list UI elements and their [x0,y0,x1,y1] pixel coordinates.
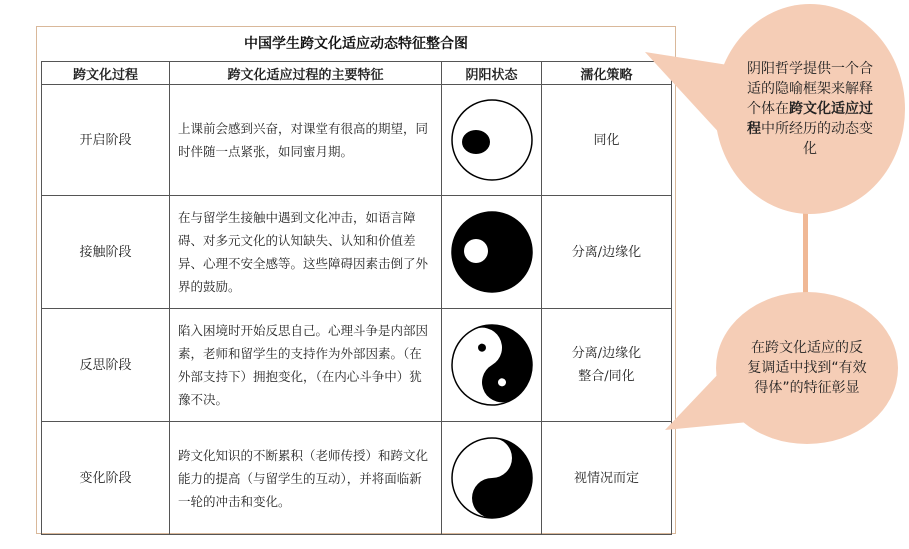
strategy-line: 整合/同化 [578,369,635,384]
stage-description: 跨文化知识的不断累积（老师传授）和跨文化能力的提高（与留学生的互动），并将面临新一轮的冲击和变化。 [170,422,442,535]
strategy-label: 同化 [542,85,672,196]
stage-description: 在与留学生接触中遇到文化冲击，如语言障碍、对多元文化的认知缺失、认知和价值差异、心理不安全感等。这些障碍因素击倒了外界的鼓励。 [170,196,442,309]
figure-title: 中国学生跨文化适应动态特征整合图 [244,36,468,52]
header-process: 跨文化过程 [42,62,170,85]
header-yinyang: 阴阳状态 [442,62,542,85]
strategy-label: 视情况而定 [542,422,672,535]
stage-label: 开启阶段 [42,85,170,196]
header-strategy: 濡化策略 [542,62,672,85]
stage-label: 变化阶段 [42,422,170,535]
top-callout-bubble [715,4,905,214]
bottom-callout-text: 在跨文化适应的反复调适中找到“有效得体”的特征彰显 [747,340,867,396]
callout-emphasis: 跨文化适应过程 [747,101,873,137]
bottom-callout-bubble [716,292,898,444]
stage-label: 接触阶段 [42,196,170,309]
strategy-line: 分离/边缘化 [571,346,642,361]
header-features: 跨文化适应过程的主要特征 [170,62,442,85]
stage-description: 陷入困境时开始反思自己。心理斗争是内部因素，老师和留学生的支持作为外部因素。（在外部支持下）拥抱变化，（在内心斗争中）犹豫不决。 [170,309,442,422]
stage-label: 反思阶段 [42,309,170,422]
callout-connector [803,205,808,295]
callout-text: 中所经历的动态变化 [761,121,873,157]
stage-description: 上课前会感到兴奋，对课堂有很高的期望，同时伴随一点紧张，如同蜜月期。 [170,85,442,196]
top-callout-text [744,59,876,159]
strategy-label: 分离/边缘化 [542,196,672,309]
callout-text: 阴阳哲学提供一个合适的隐喻框架来解释个体在 [747,61,873,117]
